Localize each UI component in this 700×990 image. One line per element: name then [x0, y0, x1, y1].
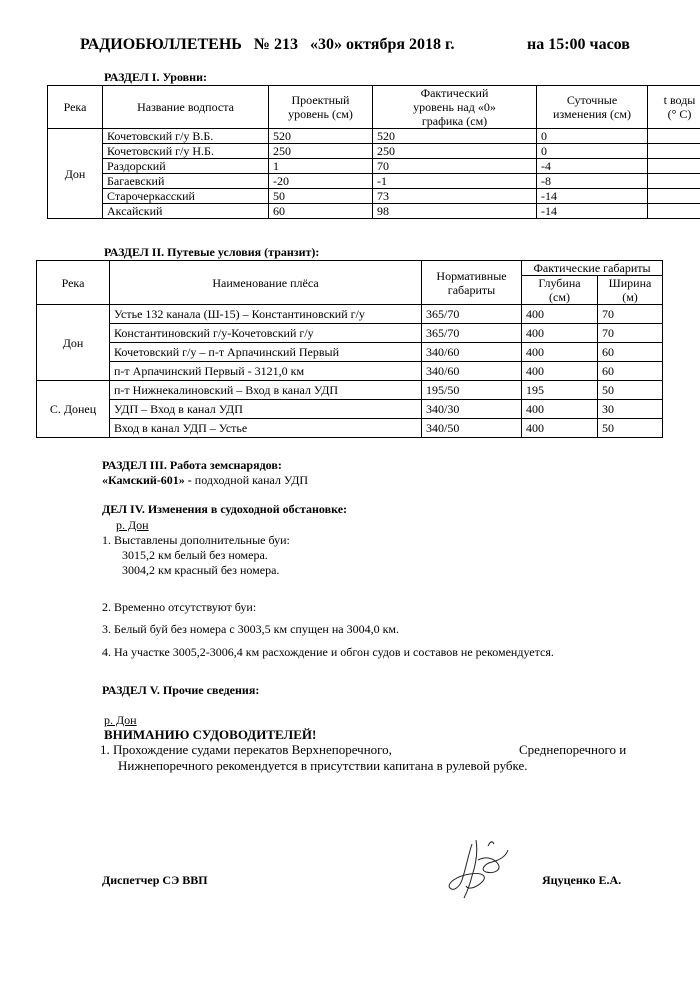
depth-cell: 400 [522, 400, 598, 419]
transit-table [36, 260, 663, 438]
width-cell: 70 [598, 305, 663, 324]
width-cell: 30 [598, 400, 663, 419]
attention-heading: ВНИМАНИЮ СУДОВОДИТЕЛЕЙ! [104, 727, 317, 742]
depth-cell: 195 [522, 381, 598, 400]
table-row [37, 305, 663, 324]
reach-cell: Вход в канал УДП – Устье [110, 419, 422, 438]
bulletin-date: «30» октября 2018 г. [309, 36, 455, 53]
section5-river: р. Дон [104, 713, 137, 727]
section2-title: РАЗДЕЛ II. Путевые условия (транзит): [104, 245, 320, 259]
daily-cell: 0 [537, 129, 648, 144]
norm-cell: 365/70 [422, 324, 522, 343]
post-cell: Аксайский [103, 204, 269, 219]
col-daily [537, 86, 648, 129]
col-fact: Фактические габариты [522, 261, 663, 276]
signature-image [442, 838, 512, 900]
daily-cell: 0 [537, 144, 648, 159]
width-cell: 60 [598, 343, 663, 362]
table-row [48, 144, 700, 159]
norm-cell: 340/50 [422, 419, 522, 438]
width-cell: 70 [598, 324, 663, 343]
reach-cell: п-т Арпачинский Первый - 3121,0 км [110, 362, 422, 381]
project-cell: 520 [269, 129, 373, 144]
col-project-line1: Проектный [291, 93, 350, 107]
project-cell: 250 [269, 144, 373, 159]
section4-item4: 4. На участке 3005,2-3006,4 км расхождение и обгон судов и составов не рекомендуется. [102, 645, 554, 659]
col-daily-line2: изменения (см) [553, 107, 631, 121]
actual-cell: 250 [373, 144, 537, 159]
table-row [48, 159, 700, 174]
levels-header-row [48, 86, 700, 129]
daily-cell: -4 [537, 159, 648, 174]
col-river: Река [48, 86, 103, 129]
temp-cell [648, 189, 700, 204]
col-depth [522, 276, 598, 305]
section4-item1-line2: 3004,2 км красный без номера. [122, 563, 280, 577]
table-row [37, 324, 663, 343]
table-row [48, 129, 700, 144]
col-reach: Наименование плёса [110, 261, 422, 305]
bulletin-title [80, 36, 454, 54]
depth-cell: 400 [522, 419, 598, 438]
col-river: Река [37, 261, 110, 305]
section4-item1: 1. Выставлены дополнительные буи: [102, 533, 290, 547]
col-norm-line1: Нормативные [436, 268, 507, 283]
transit-header-row-1 [37, 261, 663, 276]
col-daily-line1: Суточные [566, 93, 618, 107]
col-actual [373, 86, 537, 129]
post-cell: Кочетовский г/у В.Б. [103, 129, 269, 144]
col-temp-line1: t воды [663, 93, 696, 107]
post-cell: Раздорский [103, 159, 269, 174]
dredger-location: подходной канал УДП [191, 473, 309, 487]
post-cell: Багаевский [103, 174, 269, 189]
actual-cell: 70 [373, 159, 537, 174]
river-cell: Дон [37, 305, 110, 381]
table-row [37, 419, 663, 438]
section5-title: РАЗДЕЛ V. Прочие сведения: [102, 683, 260, 697]
col-width [598, 276, 663, 305]
depth-cell: 400 [522, 343, 598, 362]
col-depth-line2: (см) [549, 290, 570, 304]
temp-cell [648, 174, 700, 189]
dispatcher-role: Диспетчер СЭ ВВП [102, 873, 208, 887]
project-cell: -20 [269, 174, 373, 189]
temp-cell [648, 159, 700, 174]
signer-name: Яцуценко Е.А. [542, 873, 622, 887]
dredger-line [102, 473, 308, 488]
col-width-line1: Ширина [608, 276, 652, 290]
col-actual-line3: графика (см) [421, 114, 488, 128]
norm-cell: 195/50 [422, 381, 522, 400]
actual-cell: 73 [373, 189, 537, 204]
norm-cell: 340/30 [422, 400, 522, 419]
section4-title: ДЕЛ IV. Изменения в судоходной обстановке: [102, 502, 348, 516]
depth-cell: 400 [522, 305, 598, 324]
table-row [48, 189, 700, 204]
width-cell: 50 [598, 419, 663, 438]
norm-cell: 340/60 [422, 362, 522, 381]
title-text: РАДИОБЮЛЛЕТЕНЬ [80, 36, 242, 53]
section4-item2: 2. Временно отсутствуют буи: [102, 600, 257, 614]
table-row [48, 174, 700, 189]
temp-cell [648, 129, 700, 144]
reach-cell: п-т Нижнекалиновский – Вход в канал УДП [110, 381, 422, 400]
col-actual-line1: Фактический [420, 86, 489, 100]
actual-cell: 98 [373, 204, 537, 219]
col-project [269, 86, 373, 129]
col-norm [422, 261, 522, 305]
norm-cell: 340/60 [422, 343, 522, 362]
project-cell: 60 [269, 204, 373, 219]
col-depth-line1: Глубина [538, 276, 581, 290]
project-cell: 1 [269, 159, 373, 174]
levels-table [47, 85, 700, 219]
table-row [48, 204, 700, 219]
project-cell: 50 [269, 189, 373, 204]
section4-river: р. Дон [116, 518, 149, 532]
table-row [37, 362, 663, 381]
daily-cell: -14 [537, 189, 648, 204]
table-row [37, 343, 663, 362]
section5-item1-line2: Нижнепоречного рекомендуется в присутствии капитана в рулевой рубке. [118, 758, 528, 773]
reach-cell: Константиновский г/у-Кочетовский г/у [110, 324, 422, 343]
temp-cell [648, 144, 700, 159]
river-cell: С. Донец [37, 381, 110, 438]
norm-cell: 365/70 [422, 305, 522, 324]
table-row [37, 400, 663, 419]
section5-item1-line1a: 1. Прохождение судами перекатов Верхнепоречного, [100, 742, 392, 757]
actual-cell: 520 [373, 129, 537, 144]
post-cell: Кочетовский г/у Н.Б. [103, 144, 269, 159]
section4-item3: 3. Белый буй без номера с 3003,5 км спущен на 3004,0 км. [102, 622, 400, 636]
reach-cell: Устье 132 канала (Ш-15) – Константиновский г/у [110, 305, 422, 324]
post-cell: Старочеркасский [103, 189, 269, 204]
daily-cell: -14 [537, 204, 648, 219]
bulletin-number: № 213 [253, 36, 298, 53]
depth-cell: 400 [522, 324, 598, 343]
section4-item1-line1: 3015,2 км белый без номера. [122, 548, 268, 562]
col-norm-line2: габариты [447, 282, 496, 297]
reach-cell: УДП – Вход в канал УДП [110, 400, 422, 419]
bulletin-time: на 15:00 часов [527, 36, 630, 53]
table-row [37, 381, 663, 400]
width-cell: 50 [598, 381, 663, 400]
col-width-line2: (м) [622, 290, 638, 304]
dredger-name: «Камский-601» - [102, 473, 192, 487]
col-actual-line2: уровень над «0» [413, 100, 496, 114]
col-temp [648, 86, 700, 129]
section1-title: РАЗДЕЛ I. Уровни: [104, 70, 207, 84]
reach-cell: Кочетовский г/у – п-т Арпачинский Первый [110, 343, 422, 362]
depth-cell: 400 [522, 362, 598, 381]
actual-cell: -1 [373, 174, 537, 189]
col-project-line2: уровень (см) [288, 107, 353, 121]
daily-cell: -8 [537, 174, 648, 189]
temp-cell [648, 204, 700, 219]
col-post: Название водпоста [103, 86, 269, 129]
col-temp-line2: (° C) [667, 107, 692, 121]
section3-title: РАЗДЕЛ III. Работа земснарядов: [102, 458, 282, 472]
section5-item1-line1b: Среднепоречного и [519, 742, 627, 757]
width-cell: 60 [598, 362, 663, 381]
river-cell: Дон [48, 129, 103, 219]
